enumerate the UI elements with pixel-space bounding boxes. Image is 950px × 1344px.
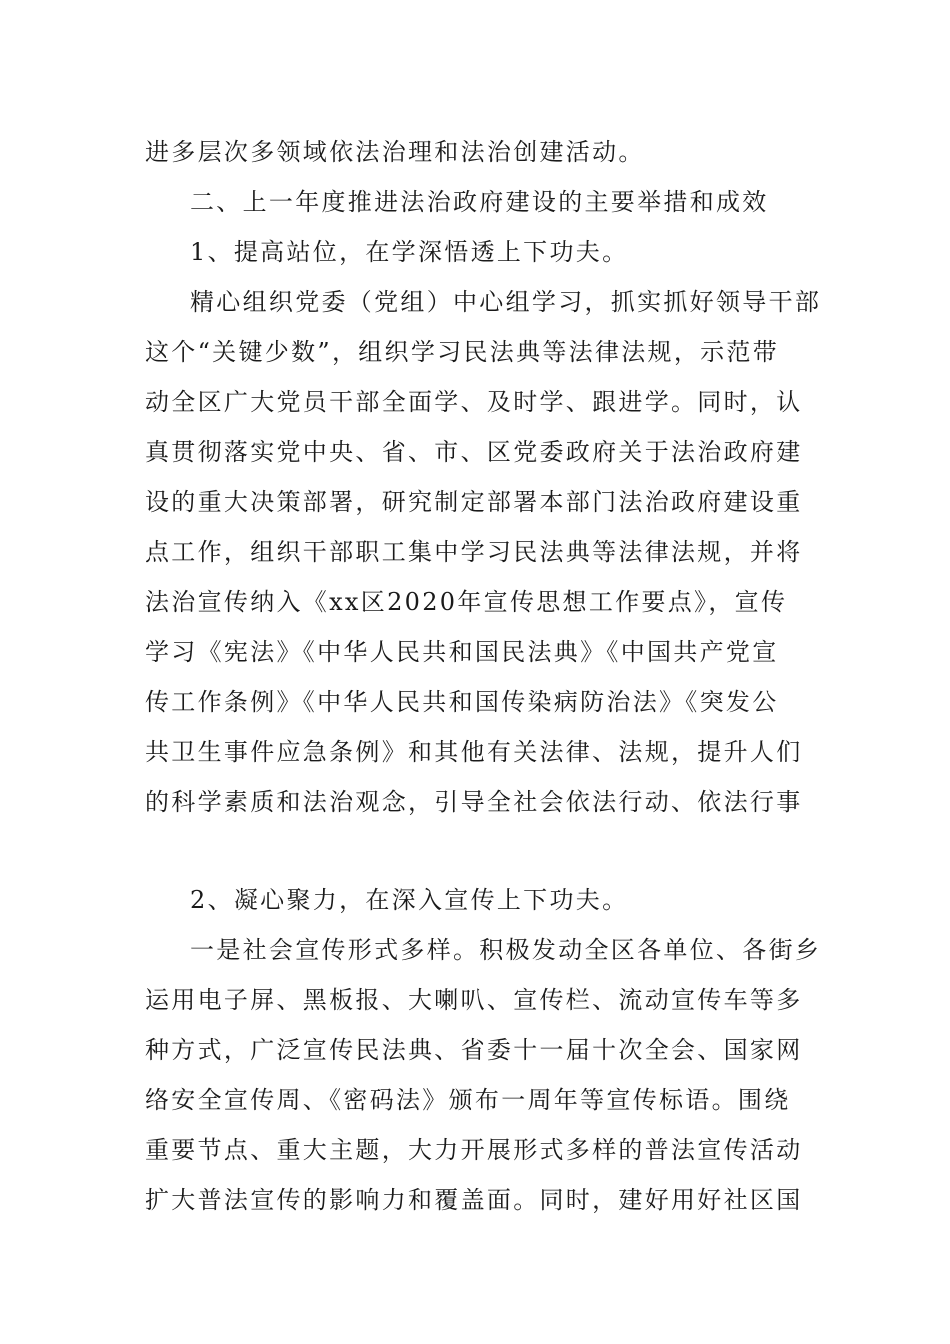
text-line-1: 进多层次多领域依法治理和法治创建活动。 (145, 138, 645, 166)
paragraph-line: 的科学素质和法治观念，引导全社会依法行动、依法行事 (145, 788, 803, 816)
paragraph-line: 精心组织党委（党组）中心组学习，抓实抓好领导干部 (190, 288, 822, 316)
paragraph-line: 种方式，广泛宣传民法典、省委十一届十次全会、国家网 (145, 1036, 803, 1064)
paragraph-line: 学习《宪法》《中华人民共和国民法典》《中国共产党宣 (145, 638, 779, 666)
paragraph-line: 点工作，组织干部职工集中学习民法典等法律法规，并将 (145, 538, 803, 566)
section-heading: 二、上一年度推进法治政府建设的主要举措和成效 (190, 188, 769, 216)
paragraph-line: 共卫生事件应急条例》和其他有关法律、法规，提升人们 (145, 738, 803, 766)
paragraph-line: 设的重大决策部署，研究制定部署本部门法治政府建设重 (145, 488, 803, 516)
subsection-heading-1: 1、提高站位，在学深悟透上下功夫。 (190, 238, 629, 266)
paragraph-line: 扩大普法宣传的影响力和覆盖面。同时，建好用好社区国 (145, 1186, 803, 1214)
paragraph-line: 重要节点、重大主题，大力开展形式多样的普法宣传活动 (145, 1136, 803, 1164)
paragraph-line: 这个“关键少数”，组织学习民法典等法律法规，示范带 (145, 338, 780, 366)
paragraph-line: 真贯彻落实党中央、省、市、区党委政府关于法治政府建 (145, 438, 803, 466)
paragraph-line: 传工作条例》《中华人民共和国传染病防治法》《突发公 (145, 688, 779, 716)
paragraph-line: 运用电子屏、黑板报、大喇叭、宣传栏、流动宣传车等多 (145, 986, 803, 1014)
paragraph-line: 法治宣传纳入《xx区2020年宣传思想工作要点》，宣传 (145, 588, 788, 616)
paragraph-line: 络安全宣传周、《密码法》颁布一周年等宣传标语。围绕 (145, 1086, 791, 1114)
paragraph-line: 动全区广大党员干部全面学、及时学、跟进学。同时，认 (145, 388, 803, 416)
paragraph-line: 一是社会宣传形式多样。积极发动全区各单位、各街乡 (190, 936, 822, 964)
subsection-heading-2: 2、凝心聚力，在深入宣传上下功夫。 (190, 886, 629, 914)
